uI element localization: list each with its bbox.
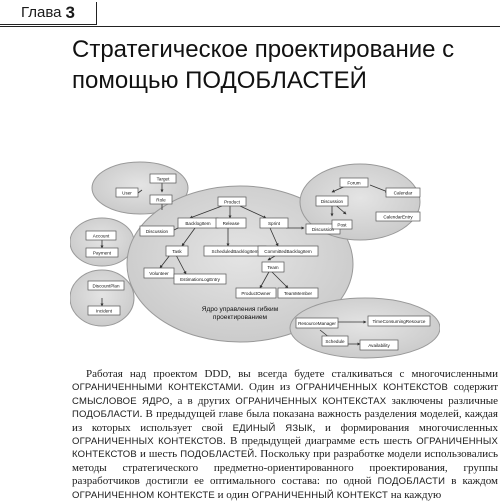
text-run: на каждую [387,488,442,501]
node-committed-backlog-item: CommittedBacklogItem [264,249,312,254]
chapter-label: Глава [21,4,62,21]
node-incident: Incident [95,308,113,314]
node-resource-manager: ResourceManager [298,321,336,326]
node-team: Team [267,265,279,270]
text-run: . В предыдущей главе была показана важность разделения моделей, каждая из которых использует свой [72,408,498,434]
page-title: Стратегическое проектирование с помощью ПОДОБЛАСТЕЙ [72,36,455,94]
text-run: . В предыдущей диаграмме есть шесть [223,435,417,448]
node-backlog-item: BacklogItem [185,221,211,226]
term: СМЫСЛОВОЕ ЯДРО [72,395,170,407]
node-account: Account [92,233,110,239]
node-post: Post [337,222,347,228]
node-task: Task [172,249,182,254]
node-sprint: Sprint [267,221,281,226]
node-discussion-sprint: Discussion [311,227,335,232]
node-scheduled-backlog-item: ScheduledBacklogItem [211,249,259,254]
paragraph-1 [72,368,498,502]
node-discussion-core: Discussion [145,229,169,234]
text-run: . Поскольку при разработке модели использовались методы стратегического предметно-ориентированного проектирования, группы разработчиков достигли ее оптимального состава: по одной [72,448,498,488]
diagram-svg [70,160,440,360]
node-product: Product [224,199,240,205]
node-schedule: Schedule [325,339,345,344]
text-run: , и формирования многочисленных [312,421,498,434]
text-run: , а в других [169,394,236,407]
node-team-member: TeamMember [283,291,313,296]
node-role: Role [156,197,166,203]
text-run: и один [214,488,252,501]
term: ОГРАНИЧЕННЫМИ КОНТЕКСТАМИ [72,382,241,394]
text-run: и шесть [136,448,181,461]
text-run: заключены различные [386,394,498,407]
chapter-tab [0,2,97,25]
header-rule [96,0,500,27]
term: ОГРАНИЧЕННЫХ КОНТЕКСТОВ [295,382,449,394]
node-volunteer: Volunteer [149,271,169,276]
term: ОГРАНИЧЕННЫХ КОНТЕКСТОВ [72,436,498,461]
term: ПОДОБЛАСТИ [377,476,446,488]
node-forum: Forum [347,180,361,186]
node-availability: Availability [368,343,390,348]
chapter-number: 3 [65,2,75,22]
node-target: Target [156,176,170,182]
node-product-owner: ProductOwner [241,291,271,296]
term: ПОДОБЛАСТЕЙ [180,449,255,461]
core-caption: Ядро управления гибким проектированием [201,306,279,321]
node-calendar: Calendar [393,190,413,196]
core-caption-box [180,306,300,332]
body-text [72,368,498,502]
context-diagram [70,160,440,360]
term: ПОДОБЛАСТИ [72,409,140,421]
text-run: содержит [448,381,499,394]
term: ОГРАНИЧЕННЫЙ КОНТЕКСТ [251,489,388,501]
node-payment: Payment [92,250,112,256]
text-run: Работая над проектом DDD, вы всегда будете сталкиваться с многочисленными [86,368,498,380]
text-run: в каждом [445,475,498,488]
term: ЕДИНЫЙ ЯЗЫК [232,422,313,434]
text-run: . Один из [240,381,296,394]
term: ОГРАНИЧЕННЫХ КОНТЕКСТОВ [72,436,224,448]
node-time-consuming-resource: TimeConsumingResource [372,319,426,324]
term: ОГРАНИЧЕННОМ КОНТЕКСТЕ [72,489,215,501]
term: ОГРАНИЧЕННЫХ КОНТЕКСТАХ [235,395,387,407]
node-calendar-entry: CalendarEntry [383,214,413,220]
node-release: Release [222,221,240,226]
node-estimation-log-entry: EstimationLogEntry [180,277,220,282]
node-user: User [122,190,132,196]
node-discussion-collab: Discussion [320,199,344,204]
node-discount-plan: DiscountPlan [92,283,120,289]
chapter-header [0,0,97,27]
